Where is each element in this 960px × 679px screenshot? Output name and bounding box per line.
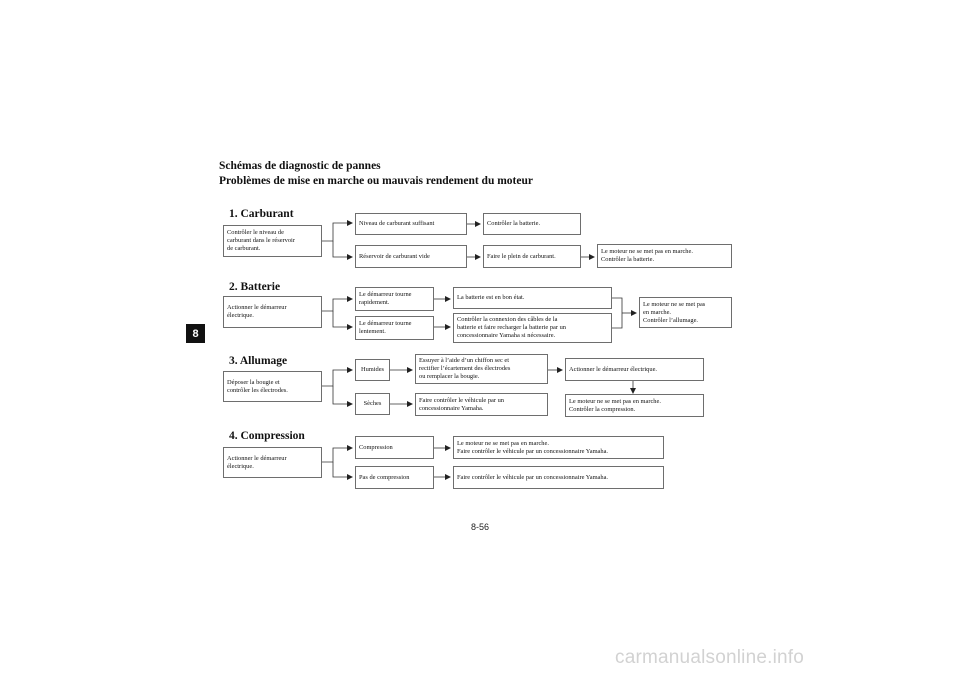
fc-box: Contrôler la connexion des câbles de la batterie et faire recharger la batterie par un concessionnaire Yamaha si nécessaire.	[453, 313, 612, 343]
section-title-carburant: 1. Carburant	[229, 208, 294, 220]
fc-box: Le moteur ne se met pas en marche. Faire contrôler le véhicule par un concessionnaire Yamaha.	[453, 436, 664, 459]
fc-box: Faire contrôler le véhicule par un concessionnaire Yamaha.	[453, 466, 664, 489]
fc-box: Essuyer à l’aide d’un chiffon sec et rectifier l’écartement des électrodes ou remplacer la bougie.	[415, 354, 548, 384]
fc-box: Le moteur ne se met pas en marche. Contrôler la compression.	[565, 394, 704, 417]
fc-box-start: Actionner le démarreur électrique.	[223, 296, 322, 328]
page-title: Schémas de diagnostic de pannes	[219, 160, 381, 172]
fc-box: Réservoir de carburant vide	[355, 245, 467, 268]
page-subtitle: Problèmes de mise en marche ou mauvais rendement du moteur	[219, 175, 533, 187]
chapter-tab: 8	[186, 324, 205, 343]
fc-box: Niveau de carburant suffisant	[355, 213, 467, 235]
fc-box: Le moteur ne se met pas en marche. Contrôler l’allumage.	[639, 297, 732, 328]
fc-box: Humides	[355, 359, 390, 381]
fc-box: Compression	[355, 436, 434, 459]
fc-box-start: Contrôler le niveau de carburant dans le réservoir de carburant.	[223, 225, 322, 257]
section-title-allumage: 3. Allumage	[229, 355, 288, 367]
page-number: 8-56	[470, 522, 489, 532]
fc-box: Contrôler la batterie.	[483, 213, 581, 235]
fc-box-start: Déposer la bougie et contrôler les électrodes.	[223, 371, 322, 402]
fc-box: Pas de compression	[355, 466, 434, 489]
section-title-batterie: 2. Batterie	[229, 281, 281, 293]
fc-box: Le moteur ne se met pas en marche. Contrôler la batterie.	[597, 244, 732, 268]
fc-box-start: Actionner le démarreur électrique.	[223, 447, 322, 478]
fc-box: Faire contrôler le véhicule par un concessionnaire Yamaha.	[415, 393, 548, 416]
watermark: carmanualsonline.info	[615, 647, 805, 668]
fc-box: Sèches	[355, 393, 390, 415]
fc-box: La batterie est en bon état.	[453, 287, 612, 309]
fc-box: Le démarreur tourne lentement.	[355, 316, 434, 340]
fc-box: Faire le plein de carburant.	[483, 245, 581, 268]
section-title-compression: 4. Compression	[229, 430, 305, 442]
fc-box: Le démarreur tourne rapidement.	[355, 287, 434, 311]
fc-box: Actionner le démarreur électrique.	[565, 358, 704, 381]
